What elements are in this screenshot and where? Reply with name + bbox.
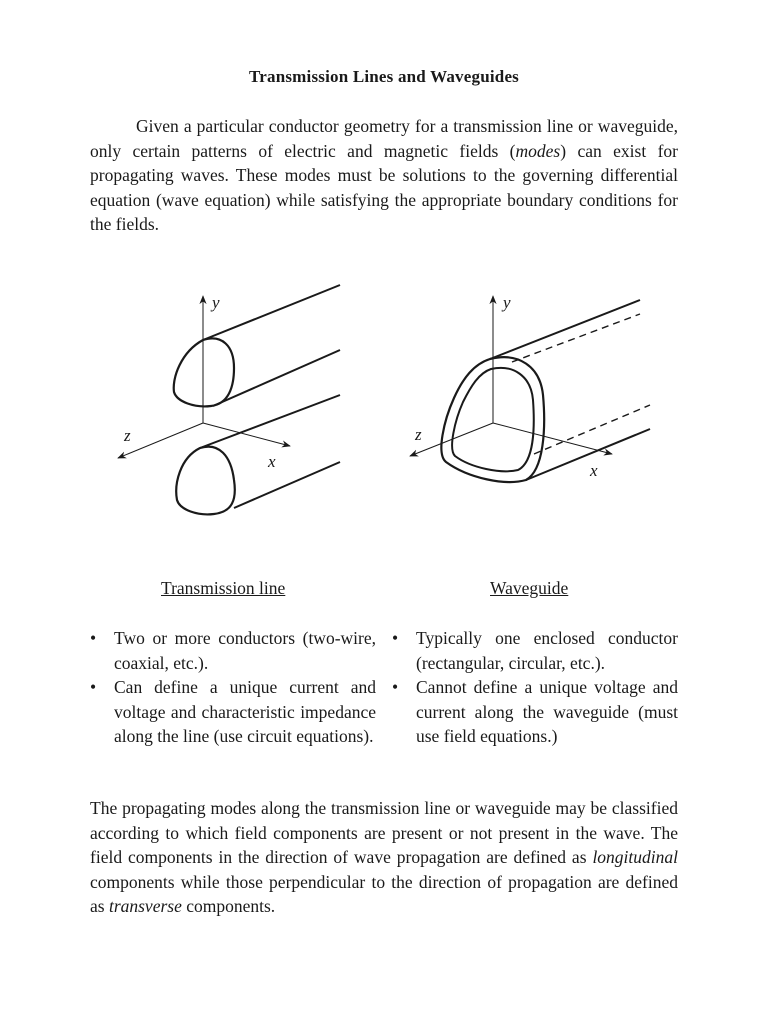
outro-text-3: components. bbox=[181, 896, 276, 917]
list-item: • Cannot define a unique voltage and current along the waveguide (must use field equations.) bbox=[392, 675, 678, 749]
left-x-label: x bbox=[268, 452, 276, 471]
waveguide-hidden-top-edge bbox=[512, 314, 640, 362]
right-x-label: x bbox=[590, 461, 598, 480]
right-x-axis bbox=[493, 423, 612, 454]
outro-text-1: The propagating modes along the transmission line or waveguide may be classified according to which field components are present or not present in the wave. The field components in the direction of wave propagation are defined as bbox=[90, 798, 678, 868]
upper-wire-bottom-edge bbox=[213, 350, 340, 406]
lower-wire-bottom-edge bbox=[234, 462, 340, 508]
lower-wire-cross-section bbox=[176, 447, 235, 515]
waveguide-top-edge bbox=[490, 300, 640, 359]
right-z-label: z bbox=[415, 425, 422, 444]
upper-wire-cross-section bbox=[174, 338, 234, 406]
waveguide-hidden-bottom-edge bbox=[534, 405, 650, 454]
intro-text-2: ) can exist for propagating waves. These modes must be solutions to the governing differential equation (wave equation) while satisfying the appropriate boundary conditions for the fields. bbox=[90, 140, 678, 235]
transmission-line-drawing bbox=[118, 285, 340, 514]
transmission-line-heading: Transmission line bbox=[161, 578, 286, 598]
left-z-axis bbox=[118, 423, 203, 458]
waveguide-heading: Waveguide bbox=[490, 578, 569, 598]
list-item: • Two or more conductors (two-wire, coaxial, etc.). bbox=[90, 626, 376, 675]
transmission-line-bullets bbox=[90, 626, 376, 749]
waveguide-drawing bbox=[410, 296, 650, 482]
longitudinal-term: longitudinal bbox=[592, 847, 678, 868]
intro-modes-term: modes bbox=[515, 140, 561, 161]
waveguide-bullets bbox=[392, 626, 678, 749]
closing-paragraph bbox=[90, 796, 678, 919]
list-item: • Typically one enclosed conductor (rectangular, circular, etc.). bbox=[392, 626, 678, 675]
intro-text-1: Given a particular conductor geometry for a transmission line or waveguide, only certain patterns of electric and magnetic fields ( bbox=[90, 116, 678, 161]
right-y-label: y bbox=[503, 293, 511, 312]
left-y-label: y bbox=[212, 293, 220, 312]
page-title: Transmission Lines and Waveguides bbox=[248, 67, 520, 86]
left-z-label: z bbox=[124, 426, 131, 445]
upper-wire-top-edge bbox=[203, 285, 340, 340]
list-item: • Can define a unique current and voltage and characteristic impedance along the line (use circuit equations). bbox=[90, 675, 376, 749]
transverse-term: transverse bbox=[108, 896, 182, 917]
outro-text-2: components while those perpendicular to the direction of propagation are defined as bbox=[90, 871, 678, 917]
